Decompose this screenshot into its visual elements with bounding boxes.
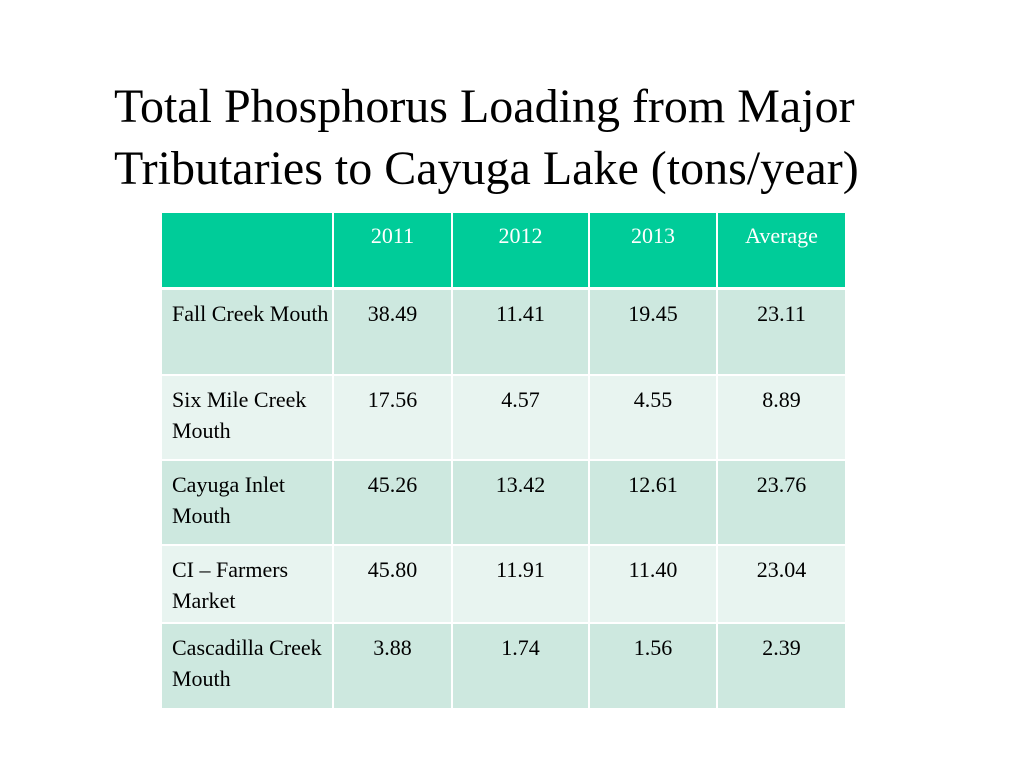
row-name: Fall Creek Mouth xyxy=(162,290,334,376)
row-name: Six Mile Creek Mouth xyxy=(162,376,334,461)
table-row xyxy=(162,546,845,624)
cell-2013: 4.55 xyxy=(590,376,718,461)
cell-average: 23.04 xyxy=(718,546,845,624)
cell-2012: 11.91 xyxy=(453,546,590,624)
cell-2013: 12.61 xyxy=(590,461,718,546)
cell-2012: 13.42 xyxy=(453,461,590,546)
cell-2013: 11.40 xyxy=(590,546,718,624)
table-row xyxy=(162,290,845,376)
cell-average: 8.89 xyxy=(718,376,845,461)
cell-average: 23.11 xyxy=(718,290,845,376)
cell-2013: 19.45 xyxy=(590,290,718,376)
table-row xyxy=(162,624,845,708)
cell-2011: 17.56 xyxy=(334,376,453,461)
cell-2011: 38.49 xyxy=(334,290,453,376)
table-row xyxy=(162,376,845,461)
cell-2011: 45.26 xyxy=(334,461,453,546)
row-name: Cayuga Inlet Mouth xyxy=(162,461,334,546)
slide-title: Total Phosphorus Loading from Major Tributaries to Cayuga Lake (tons/year) xyxy=(114,80,859,195)
header-average: Average xyxy=(718,213,845,290)
row-name: CI – Farmers Market xyxy=(162,546,334,624)
cell-2011: 45.80 xyxy=(334,546,453,624)
table-row xyxy=(162,461,845,546)
cell-2011: 3.88 xyxy=(334,624,453,708)
cell-2012: 1.74 xyxy=(453,624,590,708)
table-header-row xyxy=(162,213,845,290)
header-2013: 2013 xyxy=(590,213,718,290)
header-2012: 2012 xyxy=(453,213,590,290)
phosphorus-table xyxy=(162,213,845,708)
row-name: Cascadilla Creek Mouth xyxy=(162,624,334,708)
cell-2013: 1.56 xyxy=(590,624,718,708)
cell-average: 23.76 xyxy=(718,461,845,546)
cell-average: 2.39 xyxy=(718,624,845,708)
header-2011: 2011 xyxy=(334,213,453,290)
cell-2012: 11.41 xyxy=(453,290,590,376)
cell-2012: 4.57 xyxy=(453,376,590,461)
header-blank-cell xyxy=(162,213,334,290)
